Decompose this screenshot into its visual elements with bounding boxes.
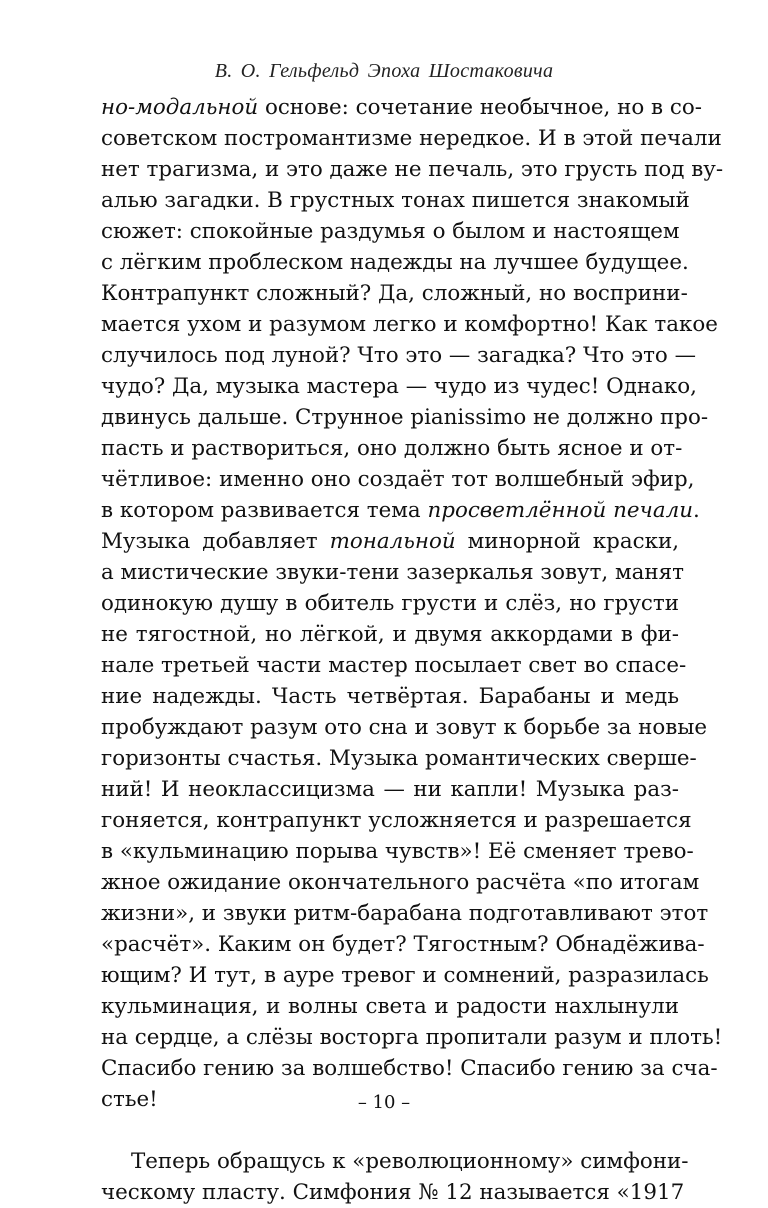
text-line: [101, 154, 724, 185]
text-run: алью загадки. В грустных тонах пишется знакомый: [101, 188, 690, 213]
text-run: гоняется, контрапункт усложняется и разрешается: [101, 808, 692, 833]
text-run: пасть и раствориться, оно должно быть ясное и от-: [101, 436, 683, 461]
paragraph-2: [101, 1146, 689, 1208]
text-line: [101, 247, 689, 278]
text-line: [101, 619, 679, 650]
text-run: нале третьей части мастер посылает свет во спасе-: [101, 653, 687, 678]
text-run: жизни», и звуки ритм-барабана подготавливают этот: [101, 901, 709, 926]
text-run: Спасибо гению за волшебство! Спасибо гению за сча-: [101, 1056, 718, 1081]
text-run: с лёгким проблеском надежды на лучшее будущее.: [101, 250, 689, 275]
text-line: Теперь обращусь к «революционному» симфони-: [131, 1149, 689, 1174]
text-line: [101, 774, 679, 805]
text-line: [101, 216, 679, 247]
paragraph-1: [101, 92, 724, 1115]
text-line: [101, 557, 685, 588]
text-line: [101, 929, 705, 960]
text-line: [101, 123, 722, 154]
text-run: ние надежды. Часть четвёртая. Барабаны и медь: [101, 684, 679, 709]
text-run: «расчёт». Каким он будет? Тягостным? Обнадёжива-: [101, 932, 705, 957]
text-run: чётливое: именно оно создаёт тот волшебный эфир,: [101, 467, 695, 492]
text-line: [101, 278, 688, 309]
text-run: ний! И неоклассицизма — ни капли! Музыка раз-: [101, 777, 679, 802]
text-run: случилось под луной? Что это — загадка? Что это —: [101, 343, 696, 368]
italic-phrase: тональной: [329, 529, 456, 554]
text-run: минорной краски,: [455, 529, 679, 554]
text-line: [101, 836, 694, 867]
text-run: пробуждают разум ото сна и зовут к борьбе за новые: [101, 715, 708, 740]
text-run: на сердце, а слёзы восторга пропитали разум и плоть!: [101, 1025, 723, 1050]
page-number: – 10 –: [357, 1092, 411, 1113]
text-run: ющим? И тут, в ауре тревог и сомнений, разразилась: [101, 963, 709, 988]
text-line: [101, 588, 679, 619]
text-line: [101, 991, 679, 1022]
text-line: [101, 1053, 718, 1084]
text-line: [101, 495, 700, 526]
text-line: [101, 92, 702, 123]
text-run: Музыка добавляет: [101, 529, 330, 554]
text-line: [101, 340, 696, 371]
text-run: мается ухом и разумом легко и комфортно! Как такое: [101, 312, 718, 337]
text-run: в «кульминацию порыва чувств»! Её сменяет трево-: [101, 839, 694, 864]
text-line: [101, 650, 687, 681]
text-run: стье!: [101, 1087, 158, 1112]
text-line: [101, 743, 697, 774]
text-line: ческому пласту. Симфония № 12 называется «1917: [101, 1180, 685, 1205]
text-line: [101, 402, 709, 433]
text-run: в котором развивается тема: [101, 498, 428, 523]
text-run: .: [693, 498, 700, 523]
body-text: [101, 92, 724, 1208]
text-line: [101, 712, 708, 743]
text-line: [101, 464, 695, 495]
running-head: В. О. Гельфельд Эпоха Шостаковича: [214, 60, 554, 82]
text-run: горизонты счастья. Музыка романтических сверше-: [101, 746, 697, 771]
text-run: сюжет: спокойные раздумья о былом и настоящем: [101, 219, 680, 244]
text-run: одинокую душу в обитель грусти и слёз, но грусти: [101, 591, 679, 616]
text-line: [101, 805, 692, 836]
text-run: основе: сочетание необычное, но в со-: [258, 95, 702, 120]
text-line: [101, 898, 709, 929]
text-line: [101, 681, 679, 712]
text-line: [101, 371, 697, 402]
text-run: нет трагизма, и это даже не печаль, это грусть под ву-: [101, 157, 724, 182]
italic-phrase: но-модальной: [101, 95, 259, 120]
text-run: Контрапункт сложный? Да, сложный, но восприни-: [101, 281, 688, 306]
text-line: [101, 1022, 723, 1053]
text-run: чудо? Да, музыка мастера — чудо из чудес! Однако,: [101, 374, 697, 399]
text-run: а мистические звуки-тени зазеркалья зовут, манят: [101, 560, 685, 585]
text-run: советском постромантизме нередкое. И в этой печали: [101, 126, 722, 151]
paragraph-gap: [101, 1115, 679, 1146]
text-run: жное ожидание окончательного расчёта «по итогам: [101, 870, 700, 895]
text-run: кульминация, и волны света и радости нахлынули: [101, 994, 679, 1019]
text-line: [101, 867, 700, 898]
text-line: [101, 309, 718, 340]
text-line: [101, 526, 679, 557]
text-run: двинусь дальше. Струнное pianissimo не должно про-: [101, 405, 709, 430]
italic-phrase: просветлённой печали: [427, 498, 693, 523]
text-line: [101, 185, 690, 216]
text-run: не тягостной, но лёгкой, и двумя аккордами в фи-: [101, 622, 679, 647]
text-line: [101, 960, 709, 991]
text-line: [101, 433, 683, 464]
